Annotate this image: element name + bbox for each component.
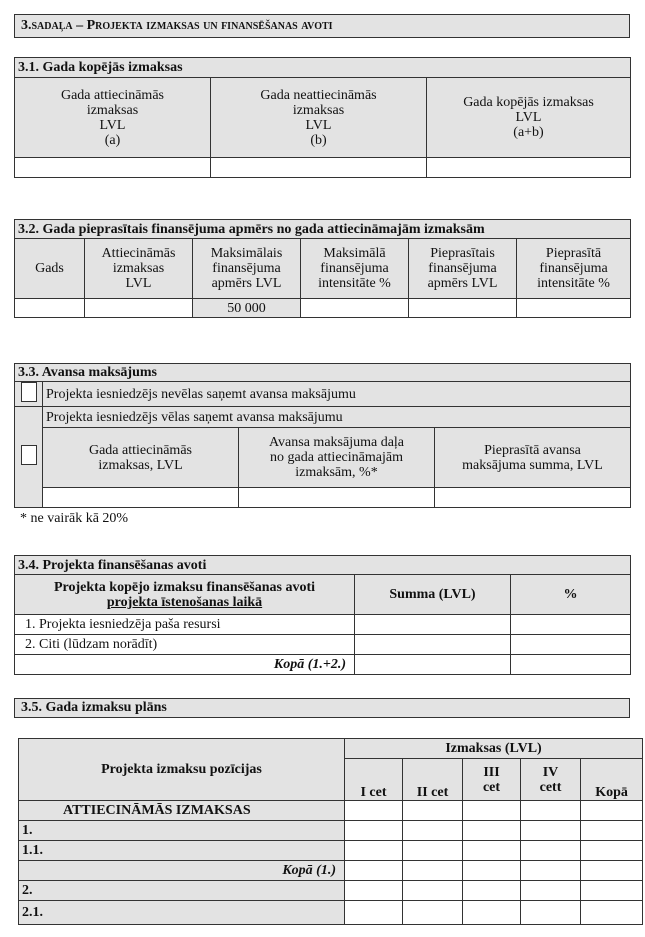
- section-3-header: [14, 14, 630, 38]
- col-eligible: Attiecināmās izmaksas LVL: [85, 239, 193, 299]
- table-3-2: [14, 219, 631, 318]
- input-requested-intensity[interactable]: [517, 299, 631, 318]
- input-year[interactable]: [15, 299, 85, 318]
- cell[interactable]: [581, 821, 643, 841]
- input-noneligible-costs[interactable]: [211, 158, 427, 178]
- col-costs-lvl: Izmaksas (LVL): [345, 739, 643, 759]
- section-3-number: 3.: [21, 18, 32, 33]
- max-amount-value: 50 000: [193, 299, 301, 318]
- cell[interactable]: [581, 861, 643, 881]
- cell[interactable]: [581, 841, 643, 861]
- cell[interactable]: [345, 901, 403, 925]
- section-3-5-header: 3.5. Gada izmaksu plāns: [14, 698, 630, 718]
- cell[interactable]: [521, 881, 581, 901]
- input-advance-sum[interactable]: [435, 488, 631, 508]
- col-percent: %: [511, 575, 631, 615]
- col-eligible-costs: Gada attiecināmās izmaksas LVL (a): [15, 78, 211, 158]
- cell[interactable]: [463, 801, 521, 821]
- input-eligible[interactable]: [85, 299, 193, 318]
- checkbox-box[interactable]: [21, 382, 37, 402]
- row-1: 1.: [19, 821, 345, 841]
- cell[interactable]: [521, 821, 581, 841]
- cell[interactable]: [345, 841, 403, 861]
- col-cost-positions: Projekta izmaksu pozīcijas: [19, 739, 345, 801]
- col-funding-sources: Projekta kopējo izmaksu finansēšanas avoti projekta īstenošanas laikā: [15, 575, 355, 615]
- cell[interactable]: [345, 861, 403, 881]
- cell[interactable]: [403, 881, 463, 901]
- col-total: Kopā: [581, 759, 643, 801]
- table-3-5: [18, 738, 643, 925]
- row-other: 2. Citi (lūdzam norādīt): [15, 635, 355, 655]
- cell[interactable]: [521, 861, 581, 881]
- cell[interactable]: [581, 881, 643, 901]
- checkbox-advance[interactable]: [15, 407, 43, 508]
- option-no-advance: Projekta iesniedzējs nevēlas saņemt avansa maksājumu: [43, 382, 631, 407]
- section-3-title: Projekta izmaksas un finansēšanas avoti: [86, 18, 333, 33]
- section-3-label: sadaļa –: [31, 18, 87, 33]
- table-3-4: [14, 555, 631, 675]
- checkbox-box[interactable]: [21, 445, 37, 465]
- input-own-sum[interactable]: [355, 615, 511, 635]
- cell[interactable]: [403, 841, 463, 861]
- row-2: 2.: [19, 881, 345, 901]
- footnote: * ne vairāk kā 20%: [20, 511, 129, 526]
- col-q1: I cet: [345, 759, 403, 801]
- cell[interactable]: [463, 881, 521, 901]
- input-eligible-costs[interactable]: [43, 488, 239, 508]
- cell[interactable]: [463, 861, 521, 881]
- input-eligible-costs[interactable]: [15, 158, 211, 178]
- col-q3: III cet: [463, 759, 521, 801]
- cell[interactable]: [463, 901, 521, 925]
- cell[interactable]: [345, 821, 403, 841]
- cell[interactable]: [463, 821, 521, 841]
- col-advance-share: Avansa maksājuma daļa no gada attiecināmajām izmaksām, %*: [239, 428, 435, 488]
- input-advance-share[interactable]: [239, 488, 435, 508]
- table-3-4-title: 3.4. Projekta finansēšanas avoti: [15, 556, 631, 575]
- row-total-1: Kopā (1.): [19, 861, 345, 881]
- col-requested-intensity: Pieprasītā finansējuma intensitāte %: [517, 239, 631, 299]
- checkbox-no-advance[interactable]: [15, 382, 43, 407]
- table-3-3: [14, 363, 631, 508]
- col-q4: IV cett: [521, 759, 581, 801]
- cell[interactable]: [521, 901, 581, 925]
- row-eligible-costs: ATTIECINĀMĀS IZMAKSAS: [19, 801, 345, 821]
- row-own-resources: 1. Projekta iesniedzēja paša resursi: [15, 615, 355, 635]
- input-other-percent[interactable]: [511, 635, 631, 655]
- table-3-3-title: 3.3. Avansa maksājums: [15, 364, 631, 382]
- col-noneligible-costs: Gada neattiecināmās izmaksas LVL (b): [211, 78, 427, 158]
- input-total-costs[interactable]: [427, 158, 631, 178]
- col-requested-amount: Pieprasītais finansējuma apmērs LVL: [409, 239, 517, 299]
- input-total-sum[interactable]: [355, 655, 511, 675]
- col-max-amount: Maksimālais finansējuma apmērs LVL: [193, 239, 301, 299]
- cell[interactable]: [463, 841, 521, 861]
- table-3-1-title: 3.1. Gada kopējās izmaksas: [15, 58, 631, 78]
- cell[interactable]: [403, 821, 463, 841]
- cell[interactable]: [345, 881, 403, 901]
- row-1-1: 1.1.: [19, 841, 345, 861]
- table-3-1: [14, 57, 631, 178]
- col-sum: Summa (LVL): [355, 575, 511, 615]
- col-advance-sum: Pieprasītā avansa maksājuma summa, LVL: [435, 428, 631, 488]
- cell[interactable]: [581, 801, 643, 821]
- input-other-sum[interactable]: [355, 635, 511, 655]
- input-total-percent[interactable]: [511, 655, 631, 675]
- row-2-1: 2.1.: [19, 901, 345, 925]
- cell[interactable]: [521, 841, 581, 861]
- row-total: Kopā (1.+2.): [15, 655, 355, 675]
- table-3-2-title: 3.2. Gada pieprasītais finansējuma apmērs no gada attiecināmajām izmaksām: [15, 220, 631, 239]
- cell[interactable]: [403, 801, 463, 821]
- cell[interactable]: [403, 901, 463, 925]
- input-max-intensity[interactable]: [301, 299, 409, 318]
- option-advance: Projekta iesniedzējs vēlas saņemt avansa maksājumu: [43, 407, 631, 428]
- cell[interactable]: [521, 801, 581, 821]
- col-q2: II cet: [403, 759, 463, 801]
- input-requested-amount[interactable]: [409, 299, 517, 318]
- col-year: Gads: [15, 239, 85, 299]
- input-own-percent[interactable]: [511, 615, 631, 635]
- cell[interactable]: [345, 801, 403, 821]
- col-total-costs: Gada kopējās izmaksas LVL (a+b): [427, 78, 631, 158]
- cell[interactable]: [581, 901, 643, 925]
- col-max-intensity: Maksimālā finansējuma intensitāte %: [301, 239, 409, 299]
- cell[interactable]: [403, 861, 463, 881]
- col-eligible-costs: Gada attiecināmās izmaksas, LVL: [43, 428, 239, 488]
